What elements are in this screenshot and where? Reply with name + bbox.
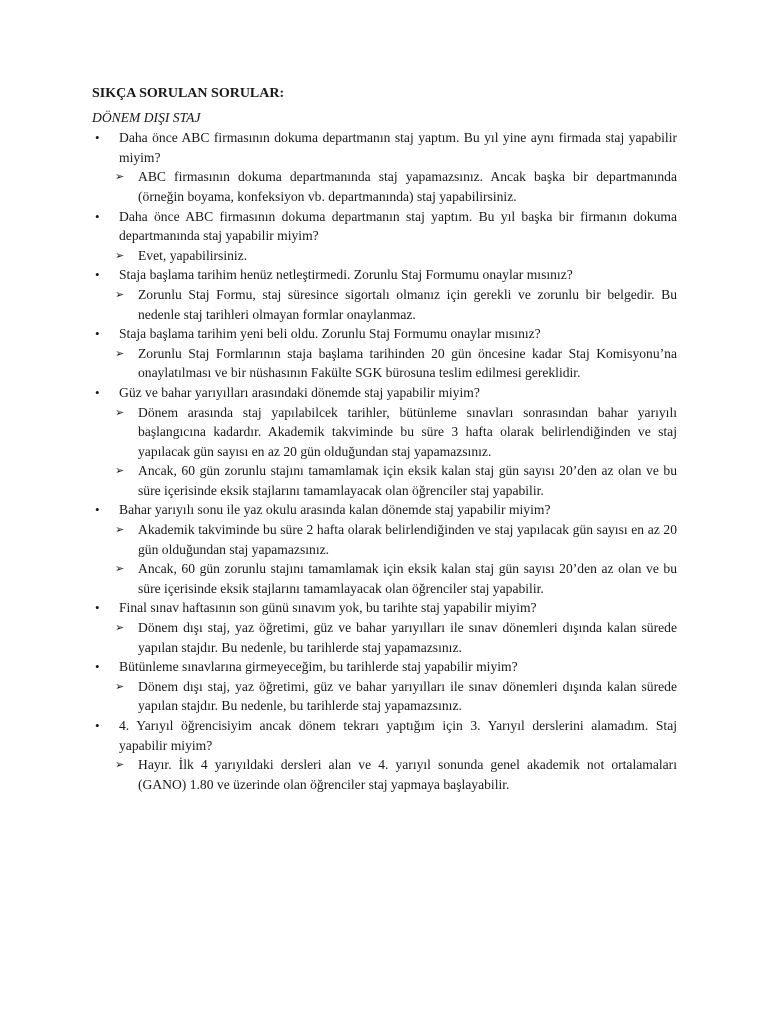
arrow-bullet-icon: ➢	[115, 679, 125, 693]
bullet-icon: •	[95, 130, 100, 146]
faq-answers	[92, 285, 677, 324]
faq-answer	[92, 618, 677, 657]
bullet-icon: •	[95, 267, 100, 283]
bullet-icon: •	[95, 326, 100, 342]
answer-text: Hayır. İlk 4 yarıyıldaki dersleri alan ve 4. yarıyıl sonunda genel akademik not ortalamaları (GANO) 1.80 ve üzerinde olan öğrenciler staj yapmaya başlayabilir.	[138, 757, 677, 792]
arrow-bullet-icon: ➢	[115, 287, 125, 301]
answer-text: Dönem dışı staj, yaz öğretimi, güz ve bahar yarıyılları ile sınav dönemleri dışında kalan sürede yapılan stajdır. Bu nedenle, bu tarihlerde staj yapamazsınız.	[138, 678, 677, 714]
question-text: 4. Yarıyıl öğrencisiyim ancak dönem tekrarı yaptığım için 3. Yarıyıl derslerini alamadım. Staj yapabilir miyim?	[119, 718, 677, 753]
answer-text: Evet, yapabilirsiniz.	[138, 247, 248, 263]
faq-question	[92, 657, 677, 677]
faq-answer	[92, 167, 677, 206]
arrow-bullet-icon: ➢	[115, 562, 125, 576]
faq-item	[92, 128, 677, 206]
faq-answers	[92, 755, 677, 794]
question-text: Bütünleme sınavlarına girmeyeceğim, bu tarihlerde staj yapabilir miyim?	[119, 659, 518, 675]
question-text: Staja başlama tarihim henüz netleştirmedi. Zorunlu Staj Formumu onaylar mısınız?	[119, 267, 573, 283]
faq-question	[92, 598, 677, 618]
faq-item	[92, 657, 677, 716]
question-text: Güz ve bahar yarıyılları arasındaki dönemde staj yapabilir miyim?	[119, 384, 480, 400]
question-text: Bahar yarıyılı sonu ile yaz okulu arasında kalan dönemde staj yapabilir miyim?	[119, 502, 551, 518]
arrow-bullet-icon: ➢	[115, 248, 125, 262]
faq-item	[92, 598, 677, 657]
arrow-bullet-icon: ➢	[115, 405, 125, 419]
faq-answer	[92, 520, 677, 559]
bullet-icon: •	[95, 659, 100, 675]
answer-text: Zorunlu Staj Formu, staj süresince sigortalı olmanız için gerekli ve zorunlu bir belgedir. Bu nedenle staj tarihleri olmayan formlar onaylanmaz.	[138, 286, 677, 322]
section-title: DÖNEM DIŞI STAJ	[92, 109, 201, 125]
arrow-bullet-icon: ➢	[115, 464, 125, 478]
document-page	[92, 84, 677, 794]
arrow-bullet-icon: ➢	[115, 346, 125, 360]
arrow-bullet-icon: ➢	[115, 170, 125, 184]
bullet-icon: •	[95, 502, 100, 518]
faq-question	[92, 383, 677, 403]
faq-item	[92, 265, 677, 324]
question-text: Staja başlama tarihim yeni beli oldu. Zorunlu Staj Formumu onaylar mısınız?	[119, 326, 541, 342]
faq-question	[92, 265, 677, 285]
faq-answers	[92, 344, 677, 383]
faq-answer	[92, 285, 677, 324]
bullet-icon: •	[95, 718, 100, 733]
faq-answers	[92, 403, 677, 501]
answer-text: Dönem arasında staj yapılabilcek tarihler, bütünleme sınavları sonrasından bahar yarıyılı başlangıcına kadardır. Akademik takviminde bu süre 3 hafta olarak belirlendiğinden ve staj yapılacak gün sayısı en az 20 gün olduğundan staj yapamazsınız.	[138, 404, 677, 459]
document-title: SIKÇA SORULAN SORULAR:	[92, 86, 285, 101]
answer-text: Ancak, 60 gün zorunlu stajını tamamlamak için eksik kalan staj gün sayısı 20’den az olan ve bu süre içerisinde eksik stajlarını tamamlayacak olan öğrenciler staj yapabilir.	[138, 561, 677, 596]
faq-answers	[92, 167, 677, 206]
faq-question	[92, 500, 677, 520]
faq-answer	[92, 403, 677, 462]
question-text: Final sınav haftasının son günü sınavım yok, bu tarihte staj yapabilir miyim?	[119, 600, 537, 616]
faq-answer	[92, 344, 677, 383]
bullet-icon: •	[95, 208, 100, 224]
arrow-bullet-icon: ➢	[115, 523, 125, 537]
faq-item	[92, 324, 677, 383]
arrow-bullet-icon: ➢	[115, 621, 125, 635]
answer-text: Zorunlu Staj Formlarının staja başlama tarihinden 20 gün öncesine kadar Staj Komisyonu’na onaylatılması ve bir nüshasının Fakülte SGK bürosuna teslim edilmesi gereklidir.	[138, 345, 677, 381]
answer-text: Dönem dışı staj, yaz öğretimi, güz ve bahar yarıyılları ile sınav dönemleri dışında kalan sürede yapılan stajdır. Bu nedenle, bu tarihlerde staj yapamazsınız.	[138, 620, 677, 655]
faq-answers	[92, 677, 677, 716]
faq-item	[92, 207, 677, 266]
faq-answer	[92, 461, 677, 500]
arrow-bullet-icon: ➢	[115, 758, 125, 772]
faq-question	[92, 716, 677, 755]
faq-question	[92, 207, 677, 246]
question-text: Daha önce ABC firmasının dokuma departmanın staj yaptım. Bu yıl başka bir firmanın dokuma departmanında staj yapabilir miyim?	[119, 208, 677, 244]
faq-question	[92, 324, 677, 344]
answer-text: ABC firmasının dokuma departmanında staj yapamazsınız. Ancak başka bir departmanında (örneğin boyama, konfeksiyon vb. departmanında) staj yapabilirsiniz.	[138, 169, 677, 204]
bullet-icon: •	[95, 384, 100, 400]
faq-item	[92, 716, 677, 794]
faq-item	[92, 500, 677, 598]
question-text: Daha önce ABC firmasının dokuma departmanın staj yaptım. Bu yıl yine aynı firmada staj yapabilir miyim?	[119, 130, 677, 165]
answer-text: Ancak, 60 gün zorunlu stajını tamamlamak için eksik kalan staj gün sayısı 20’den az olan ve bu süre içerisinde eksik stajlarını tamamlayacak olan öğrenciler staj yapabilir.	[138, 463, 677, 498]
faq-answer	[92, 559, 677, 598]
answer-text: Akademik takviminde bu süre 2 hafta olarak belirlendiğinden ve staj yapılacak gün sayısı en az 20 gün olduğundan staj yapamazsınız.	[138, 522, 677, 557]
faq-answers	[92, 618, 677, 657]
faq-item	[92, 383, 677, 501]
faq-answers	[92, 246, 677, 266]
faq-answers	[92, 520, 677, 598]
faq-answer	[92, 755, 677, 794]
faq-answer	[92, 677, 677, 716]
faq-answer	[92, 246, 677, 266]
faq-list	[92, 128, 677, 794]
faq-question	[92, 128, 677, 167]
bullet-icon: •	[95, 600, 100, 616]
